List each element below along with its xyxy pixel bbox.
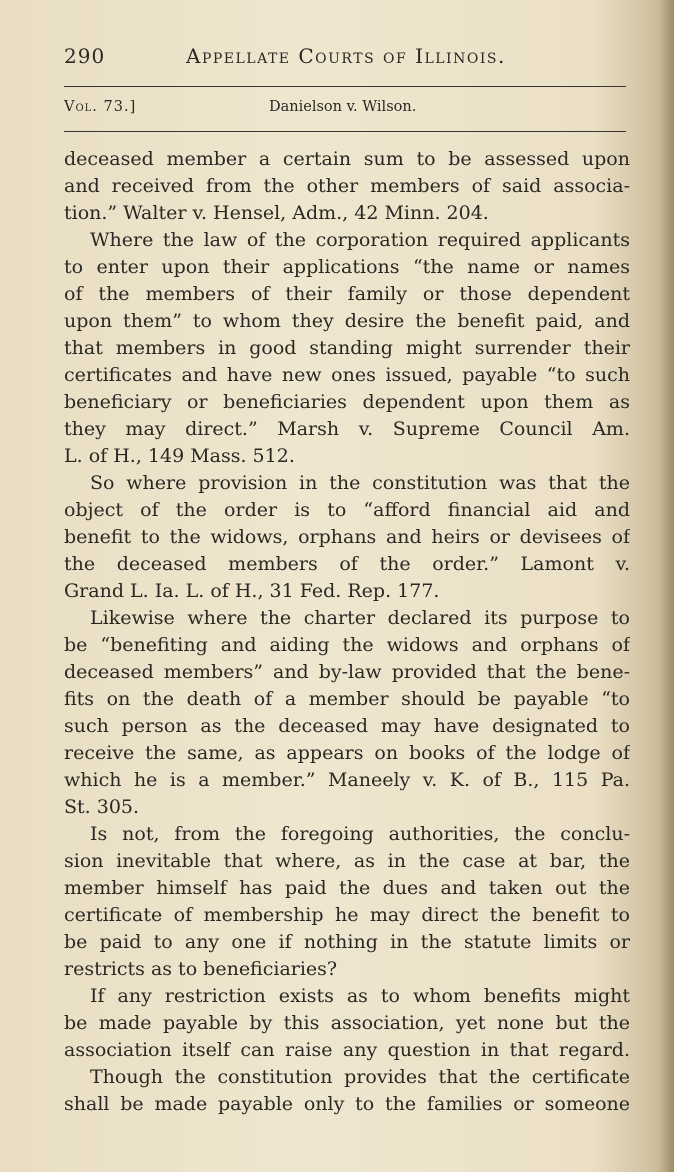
text-line: object of the order is to “afford financial aid and [64, 499, 630, 521]
text-line: Though the constitution provides that the certificate [90, 1066, 630, 1088]
text-line: beneficiary or beneficiaries dependent upon them as [64, 391, 630, 413]
text-line: L. of H., 149 Mass. 512. [64, 445, 295, 467]
body-text [64, 146, 630, 1118]
running-head [64, 44, 524, 74]
text-line: benefit to the widows, orphans and heirs or devisees of [64, 526, 630, 548]
text-line: shall be made payable only to the families or someone [64, 1093, 630, 1115]
page-edge-shadow [660, 0, 674, 1172]
text-line: certificate of membership he may direct the benefit to [64, 904, 630, 926]
text-line: Where the law of the corporation required applicants [90, 229, 630, 251]
volume-label: Vol. 73.] [64, 99, 137, 115]
text-line: to enter upon their applications “the name or names [64, 256, 630, 278]
case-name: Danielson v. Wilson. [269, 99, 417, 115]
text-line: So where provision in the constitution was that the [90, 472, 630, 494]
text-line: If any restriction exists as to whom benefits might [90, 985, 630, 1007]
header-rule-bottom [64, 131, 626, 132]
text-line: St. 305. [64, 796, 140, 818]
text-line: that members in good standing might surrender their [64, 337, 630, 359]
running-title: Appellate Courts of Illinois. [186, 44, 506, 68]
text-line: of the members of their family or those dependent [64, 283, 630, 305]
page-number: 290 [64, 44, 106, 68]
text-line: tion.” Walter v. Hensel, Adm., 42 Minn. 204. [64, 202, 489, 224]
header-rule-top [64, 86, 626, 87]
text-line: be “benefiting and aiding the widows and orphans of [64, 634, 630, 656]
text-line: Grand L. Ia. L. of H., 31 Fed. Rep. 177. [64, 580, 440, 602]
text-line: such person as the deceased may have designated to [64, 715, 630, 737]
text-line: they may direct.” Marsh v. Supreme Council Am. [64, 418, 630, 440]
text-line: upon them” to whom they desire the benefit paid, and [64, 310, 630, 332]
case-line [64, 99, 624, 123]
text-line: the deceased members of the order.” Lamont v. [64, 553, 630, 575]
text-line: Is not, from the foregoing authorities, the conclu- [90, 823, 630, 845]
text-line: fits on the death of a member should be payable “to [64, 688, 630, 710]
text-line: restricts as to beneficiaries? [64, 958, 338, 980]
text-line: be paid to any one if nothing in the statute limits or [64, 931, 630, 953]
text-line: and received from the other members of said associa- [64, 175, 630, 197]
text-line: be made payable by this association, yet none but the [64, 1012, 630, 1034]
text-line: association itself can raise any question in that regard. [64, 1039, 630, 1061]
text-line: deceased member a certain sum to be assessed upon [64, 148, 630, 170]
text-line: receive the same, as appears on books of the lodge of [64, 742, 630, 764]
text-line: deceased members” and by-law provided that the bene- [64, 661, 630, 683]
text-line: Likewise where the charter declared its purpose to [90, 607, 630, 629]
text-line: member himself has paid the dues and taken out the [64, 877, 630, 899]
text-line: sion inevitable that where, as in the case at bar, the [64, 850, 630, 872]
text-line: certificates and have new ones issued, payable “to such [64, 364, 630, 386]
text-line: which he is a member.” Maneely v. K. of B., 115 Pa. [64, 769, 630, 791]
